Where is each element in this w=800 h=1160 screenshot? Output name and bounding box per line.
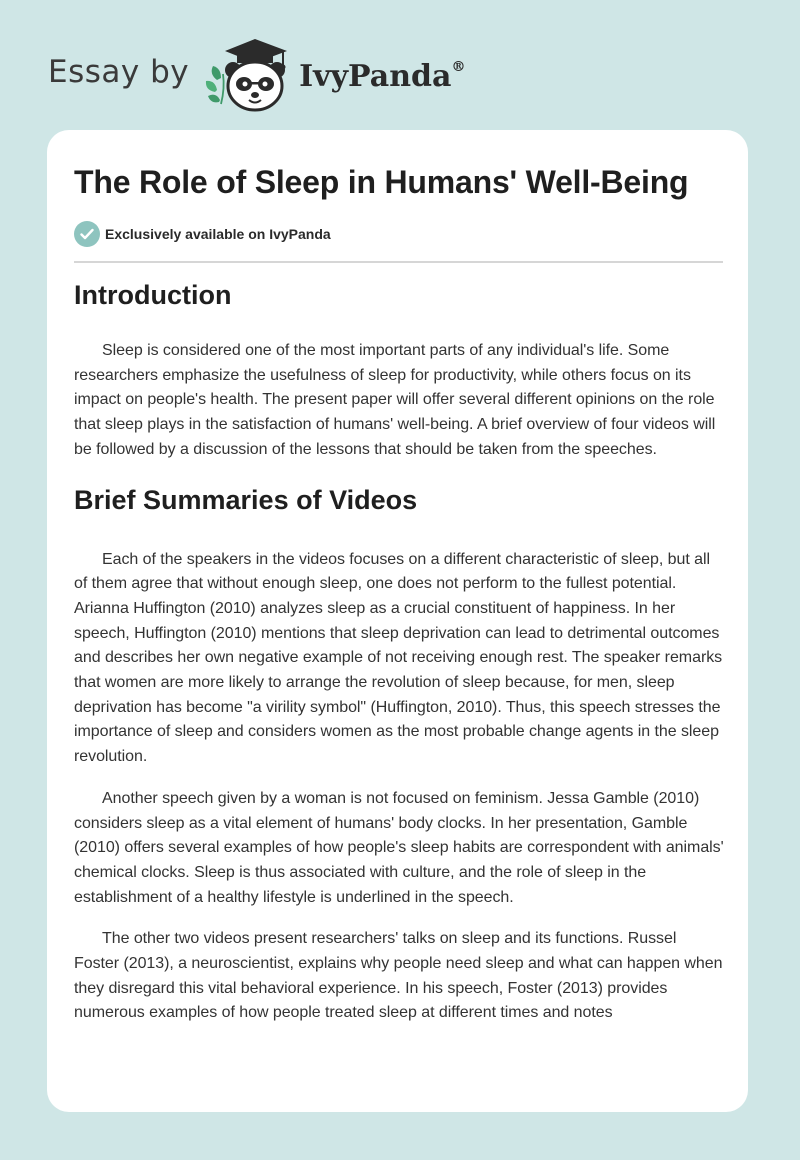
section-heading-introduction: Introduction: [74, 280, 232, 310]
ivypanda-logo-link[interactable]: [203, 34, 465, 114]
site-header: [48, 34, 465, 114]
title-divider: [74, 261, 723, 263]
badge-label: Exclusively available on IvyPanda: [105, 226, 331, 242]
brand-text: IvyPanda: [299, 58, 452, 94]
paragraph: Sleep is considered one of the most important parts of any individual's life. Some researchers emphasize the usefulness of sleep for productivity, while others focus on its impact on people's health. The present paper will offer several different opinions on the role that sleep plays in the satisfaction of humans' well-being. A brief overview of four videos will be followed by a discussion of the lessons that should be taken from the speeches.: [74, 342, 716, 458]
checkmark-icon: [74, 221, 100, 247]
paragraph: The other two videos present researchers' talks on sleep and its functions. Russel Foster (2013), a neuroscientist, explains why people need sleep and what can happen when they disregard this vital behavioral experience. In his speech, Foster (2013) provides numerous examples of how people treated sleep at different times and notes: [74, 930, 723, 1022]
essay-body: [74, 280, 724, 1026]
essay-title: The Role of Sleep in Humans' Well-Being: [74, 164, 689, 200]
section-heading-summaries: Brief Summaries of Videos: [74, 484, 418, 515]
panda-graduation-cap-icon: [203, 34, 295, 114]
paragraph: Each of the speakers in the videos focuses on a different characteristic of sleep, but all of them agree that without enough sleep, one does not perform to the fullest potential. Arianna Huffington (2010) analyzes sleep as a crucial constituent of happiness. In her speech, Huffington (2010) mentions that sleep deprivation can lead to detrimental outcomes and describes her own negative example of not receiving enough rest. The speaker remarks that women are more likely to arrange the revolution of sleep because, for men, sleep deprivation has become "a virility symbol" (Huffington, 2010). Thus, this speech stresses the importance of sleep and considers women as the most probable change agents in the sleep revolution.: [74, 550, 723, 766]
essay-by-label: Essay by: [48, 54, 190, 90]
essay-card: [47, 130, 748, 1112]
exclusive-badge: [74, 221, 331, 247]
paragraph: Another speech given by a woman is not focused on feminism. Jessa Gamble (2010) considers sleep as a vital element of humans' body clocks. In her presentation, Gamble (2010) offers several examples of how people's sleep habits are correspondent with animals' chemical clocks. Sleep is thus associated with culture, and the role of sleep in the establishment of a healthy lifestyle is underlined in the speech.: [74, 789, 724, 906]
registered-mark: ®: [451, 58, 466, 75]
brand-name: [299, 59, 465, 94]
